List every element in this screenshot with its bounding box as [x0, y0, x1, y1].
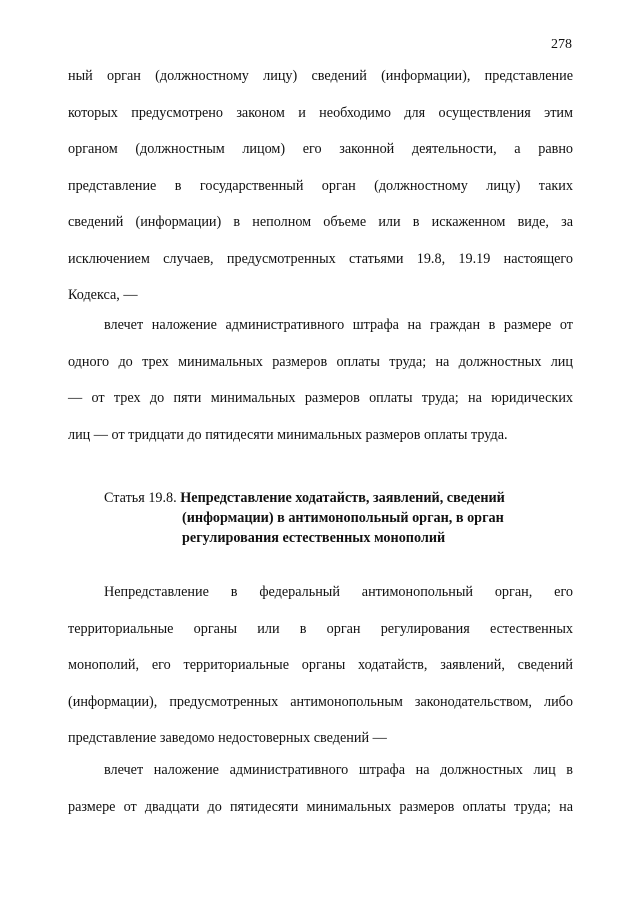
article-title-line: (информации) в антимонопольный орган, в орган — [182, 510, 504, 526]
text-line: Непредставление в федеральный антимонопольный орган, его — [104, 584, 573, 600]
article-title-line: регулирования естественных монополий — [182, 530, 446, 546]
article-number: Статья 19.8. — [104, 490, 177, 506]
article-heading — [104, 488, 574, 548]
text-line: (информации), предусмотренных антимонопольным законодательством, либо — [68, 693, 573, 710]
text-line: монополий, его территориальные органы ходатайств, заявлений, сведений — [68, 657, 573, 673]
text-line: которых предусмотрено законом и необходимо для осуществления этим — [68, 104, 573, 121]
article-title-line: Непредставление ходатайств, заявлений, сведений — [180, 490, 505, 506]
text-line: Кодекса, — — [68, 287, 138, 303]
text-line: — от трех до пяти минимальных размеров оплаты труда; на юридических — [68, 390, 573, 406]
text-line: размере от двадцати до пятидесяти минимальных размеров оплаты труда; на — [68, 798, 573, 815]
text-line: влечет наложение административного штрафа на должностных лиц в — [104, 762, 573, 778]
text-line: сведений (информации) в неполном объеме или в искаженном виде, за — [68, 214, 573, 230]
text-line: исключением случаев, предусмотренных статьями 19.8, 19.19 настоящего — [68, 250, 573, 267]
text-line: влечет наложение административного штрафа на граждан в размере от — [104, 317, 573, 333]
page-number: 278 — [551, 37, 572, 52]
paragraph-penalty-2 — [68, 752, 573, 825]
text-line: лиц — от тридцати до пятидесяти минимальных размеров оплаты труда. — [68, 426, 508, 443]
text-line: одного до трех минимальных размеров оплаты труда; на должностных лиц — [68, 353, 573, 370]
paragraph-continuation — [68, 58, 573, 314]
text-line: представление в государственный орган (должностному лицу) таких — [68, 177, 573, 194]
paragraph-offense — [68, 574, 573, 757]
text-line: органом (должностным лицом) его законной деятельности, а равно — [68, 141, 573, 157]
text-line: представление заведомо недостоверных сведений — — [68, 730, 387, 746]
text-line: ный орган (должностному лицу) сведений (информации), представление — [68, 68, 573, 84]
paragraph-penalty-1 — [68, 307, 573, 453]
text-line: территориальные органы или в орган регулирования естественных — [68, 620, 573, 637]
